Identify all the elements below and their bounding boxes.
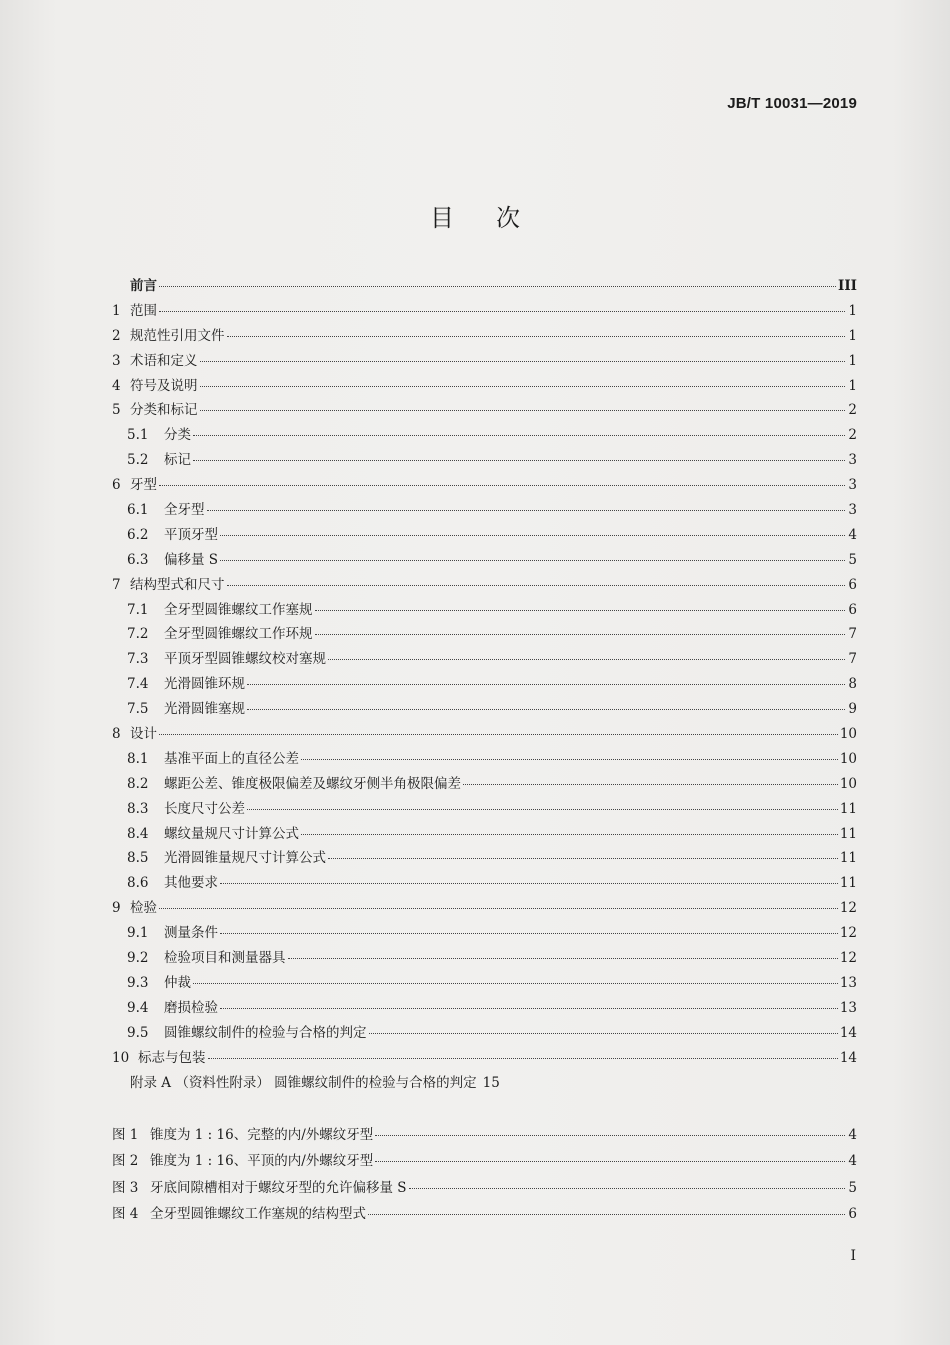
toc-entry-number: 9.3	[127, 974, 149, 991]
toc-entry-number: 9.5	[127, 1024, 149, 1041]
toc-entry-page: 8	[848, 676, 857, 693]
toc-entry-page: 1	[848, 377, 857, 394]
toc-entry-title: 标记	[164, 452, 191, 469]
toc-entry-number: 7.1	[127, 601, 149, 618]
toc-entry[interactable]	[112, 573, 857, 598]
dot-leader	[288, 958, 838, 959]
toc-entry[interactable]	[112, 324, 857, 349]
toc-entry[interactable]	[112, 1123, 857, 1149]
toc-entry-page: 5	[848, 551, 857, 568]
toc-entry-title: 术语和定义	[130, 352, 198, 369]
toc-entry[interactable]	[112, 747, 857, 772]
dot-leader	[409, 1188, 845, 1189]
dot-leader	[207, 510, 846, 511]
toc-entry-title: 仲裁	[164, 974, 191, 991]
toc-entry[interactable]	[112, 448, 857, 473]
toc-entry-title: 偏移量 S	[164, 551, 219, 568]
toc-entry-title: 标志与包装	[138, 1049, 206, 1066]
toc-entry[interactable]	[112, 1046, 857, 1071]
dot-leader	[200, 386, 846, 387]
toc-entry-page: 7	[848, 626, 857, 643]
toc-entry-title: 平顶牙型圆锥螺纹校对塞规	[164, 651, 326, 668]
toc-entry-number: 图 2	[112, 1153, 139, 1170]
toc-entry-number: 2	[112, 327, 121, 344]
toc-entry[interactable]	[112, 374, 857, 399]
dot-leader	[220, 1008, 838, 1009]
toc-entry-page: 10	[839, 726, 857, 743]
toc-entry[interactable]	[112, 1202, 857, 1228]
toc-entry-title: 结构型式和尺寸	[130, 576, 225, 593]
toc-entry-title: 光滑圆锥环规	[164, 676, 245, 693]
toc-entry-title: 测量条件	[164, 925, 218, 942]
toc-entry-number: 6.1	[127, 502, 149, 519]
toc-entry-title: 检验项目和测量器具	[164, 950, 286, 967]
toc-entry-page: 10	[839, 750, 857, 767]
toc-entry-number: 8.2	[127, 775, 149, 792]
toc-entry-page: 4	[848, 1153, 857, 1170]
toc-entry[interactable]	[112, 622, 857, 647]
dot-leader	[328, 659, 845, 660]
toc-entry-title: 全牙型圆锥螺纹工作塞规	[164, 601, 313, 618]
toc-entry-number: 8.5	[127, 850, 149, 867]
dot-leader	[200, 361, 846, 362]
dot-leader	[193, 435, 845, 436]
toc-entry-title: 其他要求	[164, 875, 218, 892]
toc-entry-page: 12	[839, 900, 857, 917]
toc-entry-title: 螺纹量规尺寸计算公式	[164, 825, 299, 842]
dot-leader	[315, 610, 846, 611]
toc-entry-page: 1	[848, 302, 857, 319]
toc-entry[interactable]	[112, 697, 857, 722]
toc-entry-number: 9.4	[127, 999, 149, 1016]
toc-entry[interactable]	[112, 398, 857, 423]
toc-entry-number: 10	[112, 1049, 130, 1066]
dot-leader	[375, 1161, 845, 1162]
toc-entry-title: 符号及说明	[130, 377, 198, 394]
toc-entry[interactable]	[112, 598, 857, 623]
toc-entry-title: 锥度为 1 : 16、完整的内/外螺纹牙型	[150, 1127, 374, 1143]
toc-entry[interactable]	[112, 921, 857, 946]
dot-leader	[315, 634, 846, 635]
toc-entry[interactable]	[112, 971, 857, 996]
toc-entry-title: 牙底间隙槽相对于螺纹牙型的允许偏移量 S	[150, 1179, 407, 1196]
toc-entry-title: 全牙型圆锥螺纹工作塞规的结构型式	[150, 1205, 366, 1222]
toc-entry-page: 5	[848, 1179, 857, 1196]
figure-list	[112, 1123, 857, 1228]
toc-entry-title: 平顶牙型	[164, 526, 218, 543]
dot-leader	[159, 908, 838, 909]
toc-entry-title: 长度尺寸公差	[164, 800, 245, 817]
toc-entry[interactable]	[112, 797, 857, 822]
toc-entry[interactable]	[112, 523, 857, 548]
toc-entry-number: 8	[112, 726, 121, 743]
dot-leader	[220, 535, 845, 536]
toc-entry-page: III	[838, 278, 857, 294]
dot-leader	[220, 933, 838, 934]
toc-entry-title: 全牙型	[164, 502, 205, 519]
toc-entry-page: 15	[482, 1074, 500, 1091]
dot-leader	[247, 709, 845, 710]
dot-leader	[159, 485, 845, 486]
toc-entry-number: 7	[112, 576, 121, 593]
toc-entry-title: 附录 A （资料性附录） 圆锥螺纹制件的检验与合格的判定	[130, 1074, 477, 1091]
toc-entry[interactable]	[112, 423, 857, 448]
toc-entry-number: 8.1	[127, 750, 149, 767]
toc-entry-title: 分类和标记	[130, 402, 198, 419]
toc-entry[interactable]	[112, 274, 857, 299]
dot-leader	[159, 734, 838, 735]
toc-entry[interactable]	[112, 1021, 857, 1046]
toc-entry-number: 图 3	[112, 1179, 139, 1196]
toc-entry-title: 磨损检验	[164, 999, 218, 1016]
toc-entry-page: 10	[839, 775, 857, 792]
toc-entry[interactable]	[112, 647, 857, 672]
toc-entry-page: 14	[839, 1049, 857, 1066]
toc-entry-page: 11	[839, 800, 857, 817]
toc-entry[interactable]	[112, 672, 857, 697]
toc-entry-title: 光滑圆锥量规尺寸计算公式	[164, 850, 326, 867]
toc-entry[interactable]	[112, 1149, 857, 1175]
toc-entry-title: 前言	[130, 278, 157, 294]
dot-leader	[375, 1135, 845, 1136]
toc-entry-number: 6.3	[127, 551, 149, 568]
toc-entry-number: 8.4	[127, 825, 149, 842]
toc-entry-page: 9	[848, 701, 857, 718]
table-of-contents	[112, 274, 857, 1095]
toc-entry-title: 分类	[164, 427, 191, 444]
dot-leader	[159, 311, 845, 312]
toc-entry-page: 7	[848, 651, 857, 668]
toc-entry-page: 11	[839, 875, 857, 892]
toc-entry[interactable]	[112, 349, 857, 374]
toc-entry[interactable]	[112, 548, 857, 573]
toc-entry-page: 13	[839, 999, 857, 1016]
toc-entry-number: 1	[112, 302, 121, 319]
toc-entry-title: 全牙型圆锥螺纹工作环规	[164, 626, 313, 643]
toc-entry-number: 7.2	[127, 626, 149, 643]
toc-entry[interactable]	[112, 846, 857, 871]
toc-entry-number: 9.1	[127, 925, 149, 942]
toc-entry-page: 13	[839, 974, 857, 991]
dot-leader	[301, 834, 838, 835]
toc-entry-page: 11	[839, 850, 857, 867]
toc-entry[interactable]	[112, 871, 857, 896]
dot-leader	[227, 336, 846, 337]
toc-entry-number: 7.4	[127, 676, 149, 693]
toc-entry-number: 6	[112, 477, 121, 494]
dot-leader	[193, 460, 845, 461]
dot-leader	[368, 1214, 845, 1215]
toc-entry-title: 规范性引用文件	[130, 327, 225, 344]
toc-entry[interactable]	[112, 996, 857, 1021]
toc-entry-number: 5	[112, 402, 121, 419]
toc-entry-page: 2	[848, 427, 857, 444]
toc-entry-number: 3	[112, 352, 121, 369]
toc-entry-title: 设计	[130, 726, 157, 743]
toc-entry-page: 1	[848, 352, 857, 369]
toc-entry[interactable]	[112, 772, 857, 797]
toc-entry-page: 2	[848, 402, 857, 419]
toc-entry-page: 3	[848, 502, 857, 519]
toc-entry-title: 范围	[130, 302, 157, 319]
toc-entry[interactable]	[112, 822, 857, 847]
dot-leader	[193, 983, 838, 984]
toc-entry-page: 4	[848, 526, 857, 543]
dot-leader	[247, 684, 845, 685]
toc-entry[interactable]	[112, 299, 857, 324]
toc-entry-page: 6	[848, 1205, 857, 1222]
toc-entry-number: 图 1	[112, 1127, 139, 1143]
toc-entry[interactable]	[112, 722, 857, 747]
toc-entry-number: 9.2	[127, 950, 149, 967]
toc-entry-number: 8.3	[127, 800, 149, 817]
toc-entry[interactable]	[112, 1071, 857, 1096]
toc-entry[interactable]	[112, 473, 857, 498]
toc-entry-page: 12	[839, 925, 857, 942]
toc-entry-number: 9	[112, 900, 121, 917]
standard-code: JB/T 10031—2019	[727, 95, 857, 112]
dot-leader	[227, 585, 846, 586]
toc-entry[interactable]	[112, 896, 857, 921]
dot-leader	[463, 784, 838, 785]
toc-entry[interactable]	[112, 498, 857, 523]
toc-entry-number: 图 4	[112, 1205, 139, 1222]
toc-entry-number: 6.2	[127, 526, 149, 543]
dot-leader	[301, 759, 838, 760]
page-title: 目次	[430, 204, 562, 232]
dot-leader	[220, 883, 838, 884]
toc-entry-page: 3	[848, 452, 857, 469]
toc-entry[interactable]	[112, 946, 857, 971]
toc-entry-title: 圆锥螺纹制件的检验与合格的判定	[164, 1024, 367, 1041]
dot-leader	[208, 1058, 838, 1059]
dot-leader	[328, 858, 838, 859]
toc-entry-number: 5.2	[127, 452, 149, 469]
toc-entry-title: 基准平面上的直径公差	[164, 750, 299, 767]
toc-entry-page: 4	[848, 1127, 857, 1143]
toc-entry[interactable]	[112, 1176, 857, 1202]
dot-leader	[247, 809, 838, 810]
toc-entry-number: 7.5	[127, 701, 149, 718]
toc-entry-title: 光滑圆锥塞规	[164, 701, 245, 718]
toc-entry-page: 3	[848, 477, 857, 494]
dot-leader	[200, 410, 846, 411]
toc-entry-number: 4	[112, 377, 121, 394]
toc-entry-page: 11	[839, 825, 857, 842]
dot-leader	[369, 1033, 838, 1034]
toc-entry-page: 1	[848, 327, 857, 344]
toc-entry-title: 锥度为 1 : 16、平顶的内/外螺纹牙型	[150, 1153, 374, 1170]
toc-entry-page: 6	[848, 576, 857, 593]
toc-entry-title: 牙型	[130, 477, 157, 494]
page-number: I	[850, 1248, 856, 1264]
dot-leader	[159, 286, 836, 287]
toc-entry-number: 5.1	[127, 427, 149, 444]
toc-entry-title: 螺距公差、锥度极限偏差及螺纹牙侧半角极限偏差	[164, 775, 461, 792]
toc-entry-title: 检验	[130, 900, 157, 917]
toc-entry-number: 7.3	[127, 651, 149, 668]
dot-leader	[220, 560, 845, 561]
toc-entry-page: 14	[839, 1024, 857, 1041]
toc-entry-number: 8.6	[127, 875, 149, 892]
toc-entry-page: 6	[848, 601, 857, 618]
toc-entry-page: 12	[839, 950, 857, 967]
